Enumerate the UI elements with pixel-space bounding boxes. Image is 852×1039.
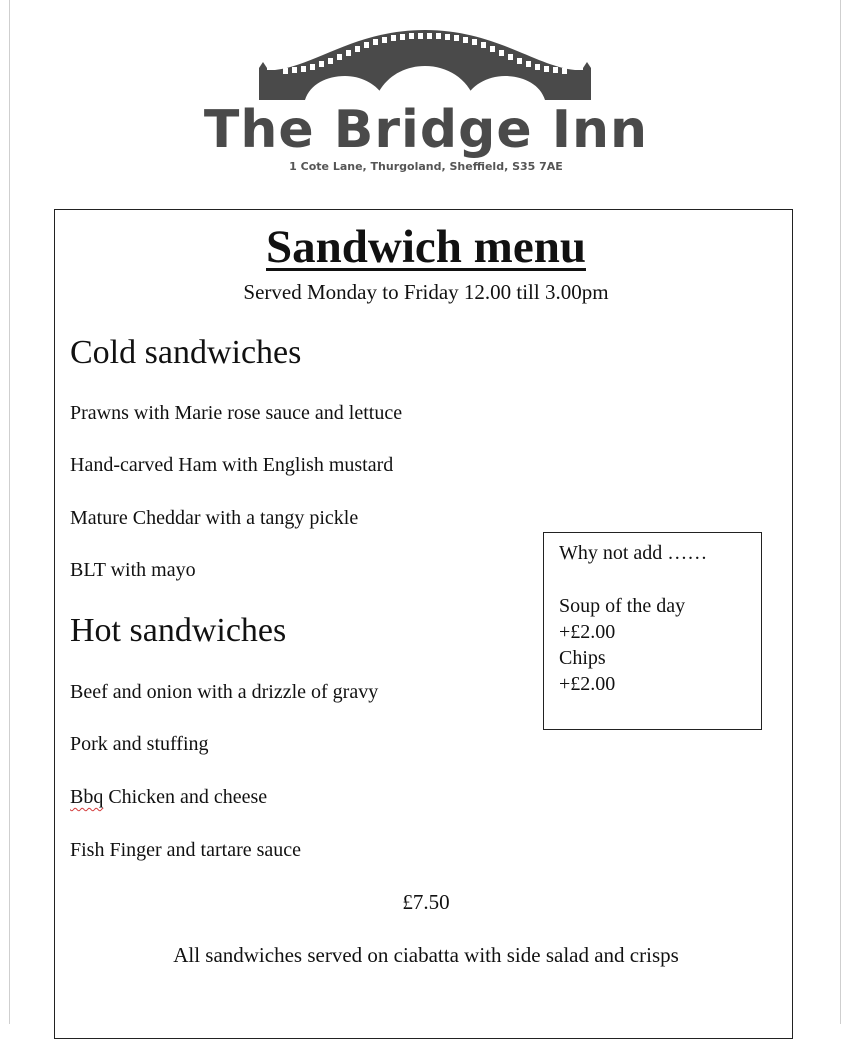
addon-item-name: Chips [559, 647, 606, 669]
menu-item: Beef and onion with a drizzle of gravy [70, 681, 379, 703]
menu-item: Hand-carved Ham with English mustard [70, 454, 394, 476]
menu-title: Sandwich menu [266, 221, 586, 273]
menu-item-text: Chicken and cheese [108, 786, 268, 808]
addon-item-price: +£2.00 [559, 621, 616, 643]
menu-item: BLT with mayo [70, 559, 196, 581]
menu-item [70, 785, 267, 809]
brand-address: 1 Cote Lane, Thurgoland, Sheffield, S35 7AE [289, 160, 563, 173]
cold-sandwiches-heading: Cold sandwiches [70, 334, 302, 371]
menu-item: Mature Cheddar with a tangy pickle [70, 507, 359, 529]
hot-sandwiches-heading: Hot sandwiches [70, 612, 287, 649]
bridge-icon [255, 22, 595, 102]
menu-item: Pork and stuffing [70, 733, 209, 755]
menu-subtitle: Served Monday to Friday 12.00 till 3.00pm [243, 280, 609, 304]
bbq-word: Bbq [70, 786, 104, 808]
sandwich-price: £7.50 [402, 890, 450, 914]
addon-item-price: +£2.00 [559, 673, 616, 695]
footer-note: All sandwiches served on ciabatta with side salad and crisps [173, 943, 679, 967]
brand-title: The Bridge Inn [203, 100, 649, 160]
addon-item-name: Soup of the day [559, 595, 686, 617]
menu-item: Prawns with Marie rose sauce and lettuce [70, 402, 403, 424]
menu-item: Fish Finger and tartare sauce [70, 839, 302, 861]
addon-heading: Why not add …… [559, 542, 708, 564]
